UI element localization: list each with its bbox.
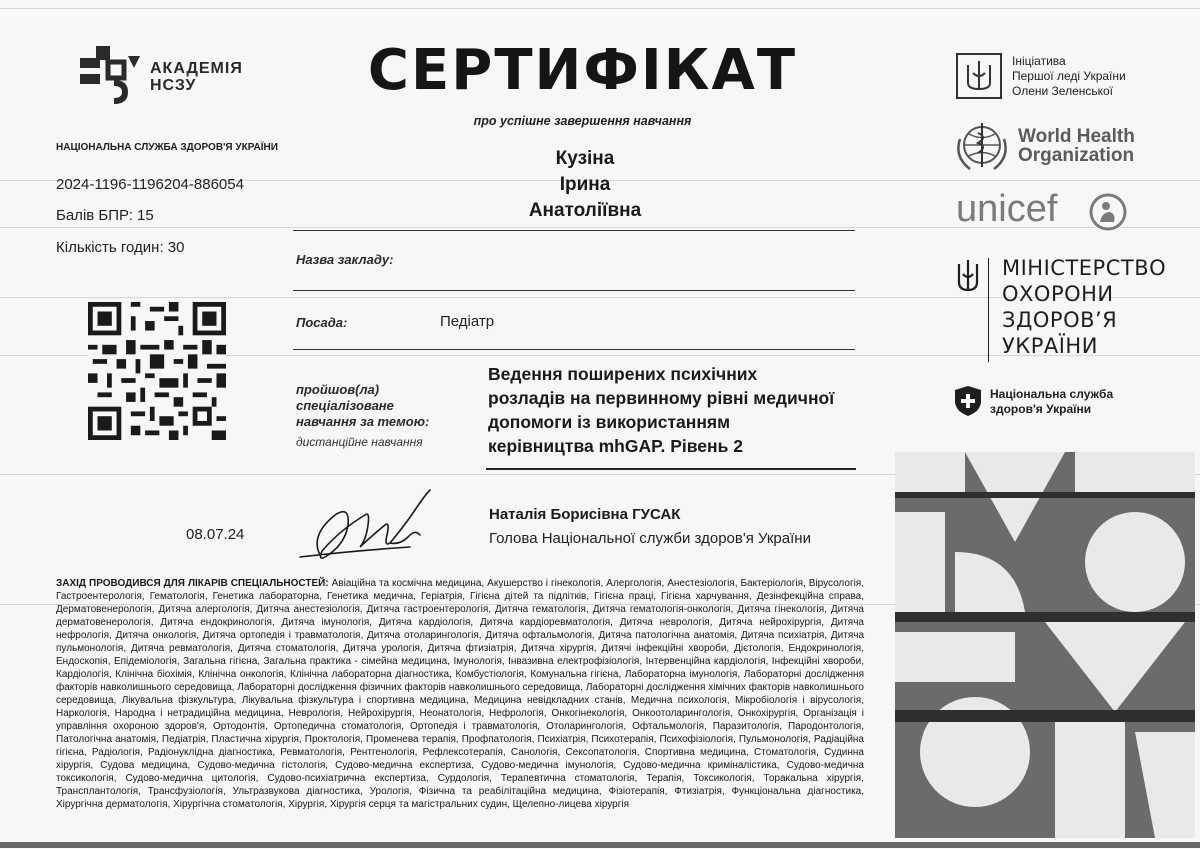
nszu-right-text	[990, 387, 1113, 417]
institution-label: Назва закладу:	[296, 252, 394, 267]
certificate-subtitle: про успішне завершення навчання	[473, 114, 692, 128]
academy-nszu-logo-icon	[78, 44, 142, 106]
recipient-first-name: Ірина	[559, 174, 611, 195]
organization-caption: НАЦІОНАЛЬНА СЛУЖБА ЗДОРОВ'Я УКРАЇНИ	[56, 142, 278, 153]
nszu-line2: здоров'я України	[990, 402, 1092, 416]
specialties-list: Авіаційна та космічна медицина, Акушерство і гінекологія, Алергологія, Анестезіологія, Бактеріологія, Вірусологія, Гастроентерологія, Гематологія, Генетика лабораторна, Генетика медична, Геріатрія, Гігієна дітей та підлітків, Гігієна праці, Гігієна харчування, Дезінфекційна справа, Дерматовенерологія, Дитяча алергологія, Дитяча анестезіологія, Дитяча гастроентерологія, Дитяча гематологія, Дитяча гематологія-онкологія, Дитяча гінекологія, Дитяча дерматовенерологія, Дитяча ендокринологія, Дитяча імунологія, Дитяча кардіологія, Дитяча кардіоревматологія, Дитяча неврологія, Дитяча нейрохірургія, Дитяча нефрологія, Дитяча онкологія, Дитяча ортопедія і травматологія, Дитяча отоларингологія, Дитяча офтальмологія, Дитяча патологічна анатомія, Дитяча психіатрія, Дитяча пульмонологія, Дитяча ревматологія, Дитяча стоматологія, Дитяча урологія, Дитяча фтизіатрія, Дитяча хірургія, Дитячі інфекційні хвороби, Дієтологія, Ендокринологія, Ендоскопія, Епідеміологія, Загальна гігієна, Загальна практика - сімейна медицина, Імунологія, Інвазивна електрофізіологія, Інтервенційна кардіологія, Інфекційні хвороби, Кардіологія, Клінічна біохімія, Клінічна онкологія, Клінічна лабораторна діагностика, Комбустіологія, Комунальна гігієна, Лабораторна імунологія, Лабораторні дослідження факторів навколишнього середовища, Лабораторні дослідження фізичних факторів навколишнього середовища, Лабораторні дослідження хімічних факторів навколишнього середовища, Лікувальна фізкультура, Лікувальна фізкультура і спортивна медицина, Медицина невідкладних станів, Медична психологія, Мікробіологія і вірусологія, Наркологія, Народна і нетрадиційна медицина, Неврологія, Нейрохірургія, Неонатологія, Нефрологія, Онкогінекологія, Онкоотоларингологія, Онкохірургія, Організація і управління охороною здоров'я, Ортодонтія, Ортопедична стоматологія, Ортопедія і травматологія, Отоларингологія, Офтальмологія, Паразитологія, Пародонтологія, Патологічна анатомія, Педіатрія, Пластична хірургія, Проктологія, Променева терапія, Профпатологія, Психіатрія, Психотерапія, Психофізіологія, Пульмонологія, Радіаційна гігієна, Радіологія, Радіонуклідна діагностика, Ревматологія, Рентгенологія, Рефлексотерапія, Санологія, Сексопатологія, Спортивна медицина, Стоматологія, Судинна хірургія, Судова медицина, Судово-медична гістологія, Судово-медична експертиза, Судово-медична імунологія, Судово-медична криміналістика, Судово-медична токсикологія, Судово-медична цитологія, Судово-психіатрична експертиза, Сурдологія, Терапевтична стоматологія, Терапія, Токсикологія, Торакальна хірургія, Трансплантологія, Трансфузіологія, Ультразвукова діагностика, Урологія, Фізична та реабілітаційна медицина, Фізіотерапія, Фтизіатрія, Функціональна діагностика, Хірургічна дерматологія, Хірургічна стоматологія, Хірургія, Хірургія серця та магістральних судин, Щелепно-лицева хірургія	[56, 578, 865, 810]
academy-logo-text-line2: НСЗУ	[150, 77, 197, 94]
course-title-line4: керівництва mhGAP. Рівень 2	[488, 436, 743, 456]
course-title	[488, 362, 868, 458]
first-lady-line3: Олени Зеленської	[1012, 84, 1114, 98]
moh-line2: ОХОРОНИ	[1002, 282, 1114, 306]
hours-line: Кількість годин: 30	[56, 239, 185, 256]
score-line: Балів БПР: 15	[56, 207, 154, 224]
completed-label-line1: пройшов(ла)	[296, 382, 380, 397]
first-lady-line1: Ініціатива	[1012, 54, 1066, 68]
scan-artifact-line	[0, 842, 1200, 848]
unicef-emblem-icon	[1088, 192, 1128, 232]
completed-training-label	[296, 382, 429, 430]
who-line2: Organization	[1018, 145, 1135, 166]
course-title-line3: допомоги із використанням	[488, 412, 731, 432]
signer-title: Голова Національної служби здоров'я України	[489, 530, 811, 547]
who-emblem-icon	[952, 117, 1012, 175]
certificate-title: СЕРТИФІКАТ	[367, 38, 798, 103]
who-text	[1018, 127, 1135, 165]
moh-line4: УКРАЇНИ	[1002, 334, 1098, 358]
completed-label-line2: спеціалізоване	[296, 398, 394, 413]
recipient-name	[475, 146, 695, 224]
academy-logo-text-line1: АКАДЕМІЯ	[150, 60, 243, 77]
who-line1: World Health	[1018, 126, 1135, 147]
moh-trident-icon	[956, 258, 980, 294]
certificate-number: 2024-1196-1196204-886054	[56, 176, 244, 193]
training-format: дистанційне навчання	[296, 435, 423, 449]
moh-text	[1002, 255, 1166, 359]
nszu-shield-icon	[954, 385, 982, 417]
specialties-lead: ЗАХІД ПРОВОДИВСЯ ДЛЯ ЛІКАРІВ СПЕЦІАЛЬНОСТЕЙ:	[56, 578, 329, 589]
nszu-line1: Національна служба	[990, 387, 1114, 401]
handwritten-signature-icon	[290, 485, 450, 570]
course-title-line2: розладів на первинному рівні медичної	[488, 388, 835, 408]
issue-date: 08.07.24	[186, 526, 245, 543]
first-lady-initiative-text	[1012, 54, 1126, 99]
course-title-line1: Ведення поширених психічних	[488, 364, 758, 384]
position-value: Педіатр	[440, 313, 495, 330]
qr-code-icon	[88, 302, 226, 440]
position-underline	[293, 349, 855, 350]
recipient-patronymic: Анатоліївна	[528, 200, 642, 221]
signer-name: Наталія Борисівна ГУСАК	[489, 506, 681, 523]
recipient-surname: Кузіна	[555, 148, 615, 169]
position-label: Посада:	[296, 315, 348, 330]
specialties-paragraph	[56, 577, 864, 811]
completed-label-line3: навчання за темою:	[296, 414, 430, 429]
unicef-text: unicef	[956, 188, 1058, 230]
academy-logo-text	[150, 60, 243, 94]
moh-line1: МІНІСТЕРСТВО	[1002, 256, 1167, 280]
name-underline	[293, 230, 855, 231]
course-underline	[486, 468, 856, 470]
decorative-pattern-graphic	[895, 452, 1195, 838]
scan-artifact-line	[0, 8, 1200, 9]
first-lady-line2: Першої леді України	[1012, 69, 1126, 83]
moh-line3: ЗДОРОВ’Я	[1002, 308, 1118, 332]
ukraine-trident-emblem-icon	[956, 53, 1002, 99]
institution-underline	[293, 290, 855, 291]
moh-divider	[988, 258, 989, 362]
